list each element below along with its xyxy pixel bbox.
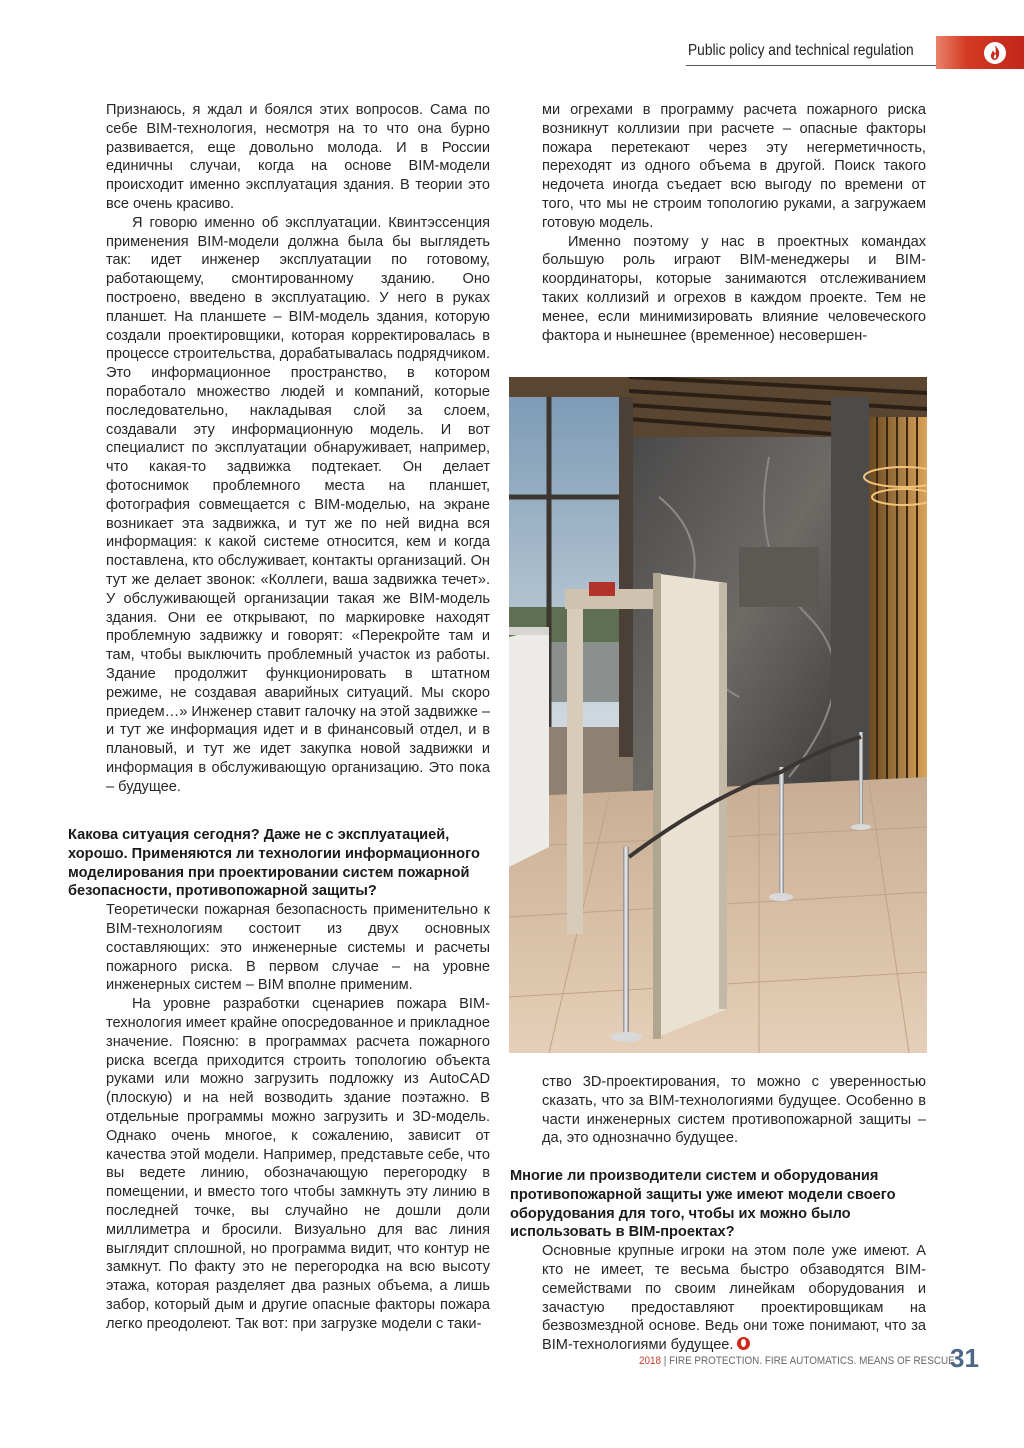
answer-text: Основные крупные игроки на этом поле уже имеют. А кто не имеет, те весьма быстро обзаводятся BIM-семействами по своим линейкам оборудования и зачастую предоставляют проектировщикам на безвозмездной основе. Ведь они тоже понимают, что за BIM-технологиями будущее. bbox=[542, 1243, 926, 1354]
interview-question: Какова ситуация сегодня? Даже не с эксплуатацией, хорошо. Применяются ли технологии информационного моделирования при проектировании систем пожарной безопасности, противопожарной защиты? bbox=[68, 827, 480, 900]
paragraph: Теоретически пожарная безопасность применительно к BIM-технологиям состоит из двух основных составляющих: это инженерные системы и расчеты пожарного риска. В первом случае – на уровне инженерных систем – BIM вполне применим. bbox=[106, 902, 490, 994]
right-column-continuation bbox=[510, 1073, 926, 1148]
header-accent-bar bbox=[936, 36, 1024, 69]
footer-journal-line bbox=[639, 1355, 955, 1367]
page-number: 31 bbox=[950, 1343, 979, 1373]
running-header-title: Public policy and technical regulation bbox=[688, 42, 914, 59]
right-column-top-text bbox=[510, 101, 926, 345]
paragraph: Признаюсь, я ждал и боялся этих вопросов. Сама по себе BIM-технология, несмотря на то что она бурно развивается, еще довольно молода. И в России единичны случаи, когда на основе BIM-модели происходит именно эксплуатация здания. В теории это все очень красиво. bbox=[106, 102, 490, 212]
interview-question: Многие ли производители систем и оборудования противопожарной защиты уже имеют модели своего оборудования для того, чтобы их можно было использовать в BIM-проектах? bbox=[510, 1168, 896, 1241]
paragraph bbox=[542, 1242, 926, 1355]
paragraph: Я говорю именно об эксплуатации. Квинтэссенция применения BIM-модели должна была бы выглядеть так: идет инженер эксплуатации по готовому, работающему, смонтированному зданию. Оно построено, введено в эксплуатацию. У него в руках планшет. На планшете – BIM-модель здания, которую создали проектировщики, которая корректировалась в процессе строительства, дорабатывалась подрядчиком. Это информационное пространство, в котором поработало множество людей и компаний, которые последовательно, накладывая слой за слоем, создавали эту информационную модель. И вот специалист по эксплуатации обнаруживает, например, что какая-то задвижка подтекает. Он делает фотоснимок проблемного места на планшет, фотография совмещается с BIM-моделью, на экране возникает эта задвижка, и тут же по ней видна вся информация: к какой системе относится, кем и когда поставлена, кто обслуживает, контакты организаций. Он тут же делает звонок: «Коллеги, ваша задвижка течет». У обслуживающей организации такая же BIM-модель здания. Они ее открывают, по маркировке находят проблемную задвижку и говорят: «Перекройте там и там, чтобы выключить проблемный участок из работы. Здание продолжит функционировать в штатном режиме, не создавая аварийных ситуаций. Мы скоро приедем…» Инженер ставит галочку на этой задвижке – и тут же информация идет и в финансовый отдел, и в плановый, и тут же идет закупка новой задвижки и информация в обслуживающую организацию. Это пока – будущее. bbox=[106, 214, 490, 795]
left-column-top-text bbox=[68, 101, 490, 796]
lobby-metal-detector-photo bbox=[509, 377, 927, 1053]
footer-year: 2018 bbox=[639, 1355, 662, 1367]
left-column-interview-block bbox=[68, 826, 490, 1334]
right-column-interview-block bbox=[510, 1167, 926, 1355]
footer-journal-title: FIRE PROTECTION. FIRE AUTOMATICS. MEANS OF RESCUE bbox=[669, 1355, 955, 1367]
header-rule bbox=[686, 65, 936, 66]
paragraph: ство 3D-проектирования, то можно с уверенностью сказать, что за BIM-технологиями будущее. Особенно в части инженерных систем противопожарной защиты – да, это однозначно будущее. bbox=[542, 1074, 926, 1147]
paragraph: ми огрехами в программу расчета пожарного риска возникнут коллизии при расчете – опасные факторы пожара перетекают через эту негерметичность, переходят из одного объема в другой. Поиск такого недочета иногда съедает всю выгоду по времени от того, что мы не строим топологию руками, а загружаем готовую модель. bbox=[542, 102, 926, 231]
paragraph: На уровне разработки сценариев пожара BIM-технология имеет крайне опосредованное и прикладное значение. Поясню: в программах расчета пожарного риска всегда приходится строить топологию объекта руками или можно загрузить подложку из AutoCAD (плоскую) и на ней возводить здание поэтажно. В отдельные программы можно загрузить и 3D-модель. Однако очень многое, к сожалению, зависит от качества этой модели. Например, представьте себе, что вы ведете линию, обозначающую перегородку в помещении, и вместо того чтобы замкнуть эту линию в последней точке, вы случайно не дошли доли миллиметра и бросили. Визуально для вас линия выглядит сплошной, но программа видит, что контур не замкнут. По факту это не перегородка на всю высоту этажа, которая разделяет два разных объема, а лишь забор, который дым и другие опасные факторы пожара легко преодолеют. Так вот: при загрузке модели с таки- bbox=[106, 996, 490, 1332]
article-end-flame-icon bbox=[737, 1337, 750, 1350]
paragraph: Именно поэтому у нас в проектных командах большую роль играют BIM-менеджеры и BIM-координаторы, которые занимаются отслеживанием таких коллизий и огрехов в каждом проекте. Тем не менее, если минимизировать влияние человеческого фактора и нынешнее (временное) несовершен- bbox=[542, 233, 926, 344]
flame-logo-icon bbox=[984, 42, 1006, 64]
footer-separator: | bbox=[663, 1355, 667, 1367]
